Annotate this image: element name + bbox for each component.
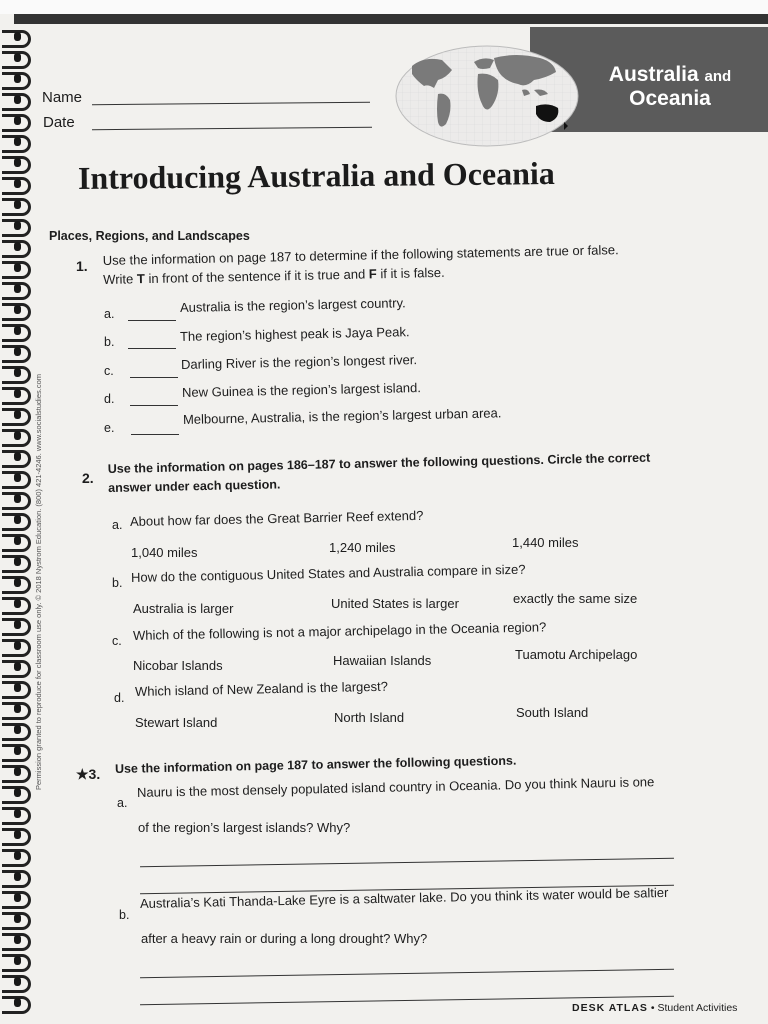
q2-choice[interactable]: Hawaiian Islands [333, 653, 432, 668]
binding-hole [14, 830, 21, 839]
binding-hole [14, 53, 21, 62]
q2-choice[interactable]: 1,440 miles [512, 535, 579, 550]
q1-item-letter: a. [104, 307, 115, 321]
footer-separator: • [650, 1002, 655, 1014]
binding-hole [14, 74, 21, 83]
footer-brand: DESK ATLAS [572, 1002, 648, 1014]
q1-true-mark: T [136, 271, 146, 287]
binding-hole [14, 704, 21, 713]
q1-item-letter: e. [104, 421, 115, 435]
q1-text-c: in front of the sentence if it is true and [144, 266, 369, 287]
question-2-prompt [108, 449, 651, 498]
name-field[interactable] [92, 102, 370, 105]
region-title [586, 63, 754, 110]
binding-hole [14, 809, 21, 818]
binding-hole [14, 158, 21, 167]
binding-hole [14, 767, 21, 776]
binding-hole [14, 725, 21, 734]
q3-item-line1: Nauru is the most densely populated island country in Oceania. Do you think Nauru is one [136, 774, 655, 800]
binding-hole [14, 536, 21, 545]
binding-hole [14, 746, 21, 755]
region-title-line1: Australia [608, 63, 699, 86]
binding-hole [14, 935, 21, 944]
q2-choice[interactable]: exactly the same size [513, 591, 638, 606]
binding-hole [14, 326, 21, 335]
q1-answer-blank[interactable] [130, 377, 178, 378]
question-1-prompt [103, 240, 620, 289]
binding-hole [14, 620, 21, 629]
q2-choice[interactable]: South Island [516, 705, 589, 720]
binding-hole [14, 431, 21, 440]
q2-choice[interactable]: Tuamotu Archipelago [515, 647, 638, 662]
footer [572, 1002, 737, 1014]
binding-hole [14, 599, 21, 608]
binding-hole [14, 956, 21, 965]
q1-answer-blank[interactable] [128, 320, 176, 321]
binding-hole [14, 95, 21, 104]
footer-label: Student Activities [657, 1002, 738, 1014]
binding-hole [14, 200, 21, 209]
binding-hole [14, 263, 21, 272]
q2-item-letter: c. [112, 634, 122, 648]
name-label: Name [42, 89, 83, 106]
q1-text-e: if it is false. [376, 264, 445, 282]
q2-choice[interactable]: 1,240 miles [329, 540, 396, 555]
q2-choice[interactable]: North Island [334, 710, 405, 725]
binding-hole [14, 683, 21, 692]
q2-choice[interactable]: Australia is larger [133, 601, 234, 616]
section-heading: Places, Regions, and Landscapes [49, 229, 250, 243]
binding-hole [14, 284, 21, 293]
q3-item-line2: after a heavy rain or during a long drought? Why? [141, 931, 428, 946]
page-title: Introducing Australia and Oceania [77, 155, 555, 196]
date-label: Date [43, 114, 75, 131]
binding-hole [14, 473, 21, 482]
binding-hole [14, 977, 21, 986]
q2-choice[interactable]: United States is larger [331, 596, 459, 611]
q1-false-mark: F [368, 266, 377, 282]
binding-hole [14, 662, 21, 671]
q1-item-text: Darling River is the region’s longest river. [180, 352, 418, 372]
question-3-number: ★3. [76, 766, 101, 782]
q2-item-letter: d. [114, 691, 125, 705]
question-2-line2: answer under each question. [108, 477, 281, 495]
binding-hole [14, 914, 21, 923]
q2-item-letter: a. [112, 518, 123, 532]
question-2-line1: Use the information on pages 186–187 to answer the following questions. Circle the correct [107, 450, 651, 477]
question-1-line1: Use the information on page 187 to determine if the following statements are true or false. [102, 242, 619, 269]
binding-hole [14, 347, 21, 356]
q1-item-letter: b. [104, 335, 115, 349]
binding-hole [14, 305, 21, 314]
binding-hole [14, 641, 21, 650]
q2-choice[interactable]: Nicobar Islands [133, 658, 223, 673]
q1-item-text: Melbourne, Australia, is the region’s largest urban area. [182, 405, 502, 427]
binding-hole [14, 851, 21, 860]
q1-text-a: Write [103, 271, 138, 287]
q2-item-question: Which island of New Zealand is the largest? [134, 678, 389, 699]
binding-hole [14, 893, 21, 902]
region-title-line2: Oceania [629, 86, 711, 110]
binding-hole [14, 221, 21, 230]
binding-hole [14, 998, 21, 1007]
q2-choice[interactable]: Stewart Island [135, 715, 218, 730]
q2-item-letter: b. [112, 576, 123, 590]
binding-hole [14, 788, 21, 797]
q1-answer-blank[interactable] [131, 434, 179, 435]
date-field[interactable] [92, 127, 372, 130]
q2-item-question: How do the contiguous United States and Australia compare in size? [130, 561, 526, 585]
binding-hole [14, 452, 21, 461]
q3-item-line1: Australia’s Kati Thanda-Lake Eyre is a saltwater lake. Do you think its water would be saltier [139, 884, 669, 911]
binding-hole [14, 389, 21, 398]
q3-item-line2: of the region’s largest islands? Why? [138, 820, 351, 835]
question-3-prompt: Use the information on page 187 to answer the following questions. [114, 753, 517, 776]
q3-answer-line[interactable] [140, 858, 674, 867]
scan-top-margin [0, 0, 768, 14]
q1-item-text: New Guinea is the region’s largest island. [181, 379, 422, 400]
binding-hole [14, 557, 21, 566]
binding-hole [14, 515, 21, 524]
q1-answer-blank[interactable] [128, 348, 176, 349]
q2-choice[interactable]: 1,040 miles [131, 545, 198, 560]
binding-hole [14, 494, 21, 503]
q2-item-question: Which of the following is not a major archipelago in the Oceania region? [132, 619, 547, 643]
binding-hole [14, 32, 21, 41]
q1-item-text: Australia is the region’s largest country. [179, 295, 406, 315]
binding-hole [14, 137, 21, 146]
q3-answer-line[interactable] [140, 969, 674, 978]
question-2-number: 2. [82, 470, 94, 486]
q3-item-letter: b. [119, 908, 130, 922]
region-title-and: and [704, 68, 732, 85]
binding-hole [14, 410, 21, 419]
binding-hole [14, 368, 21, 377]
q2-item-question: About how far does the Great Barrier Reef extend? [129, 507, 424, 529]
world-map-icon [394, 44, 580, 148]
q1-item-letter: c. [104, 364, 114, 378]
binding-hole [14, 578, 21, 587]
q3-item-letter: a. [117, 796, 128, 810]
header-rule [14, 14, 768, 24]
question-1-number: 1. [76, 258, 88, 274]
binding-hole [14, 242, 21, 251]
binding-hole [14, 179, 21, 188]
q1-item-text: The region’s highest peak is Jaya Peak. [179, 324, 410, 344]
side-credit: Permission granted to reproduce for classroom use only. © 2018 Nystrom Education. (800) 421-4246. www.socialstudies.com [34, 373, 43, 790]
binding-hole [14, 872, 21, 881]
q1-item-letter: d. [104, 392, 115, 406]
q1-answer-blank[interactable] [130, 405, 178, 406]
binding-hole [14, 116, 21, 125]
